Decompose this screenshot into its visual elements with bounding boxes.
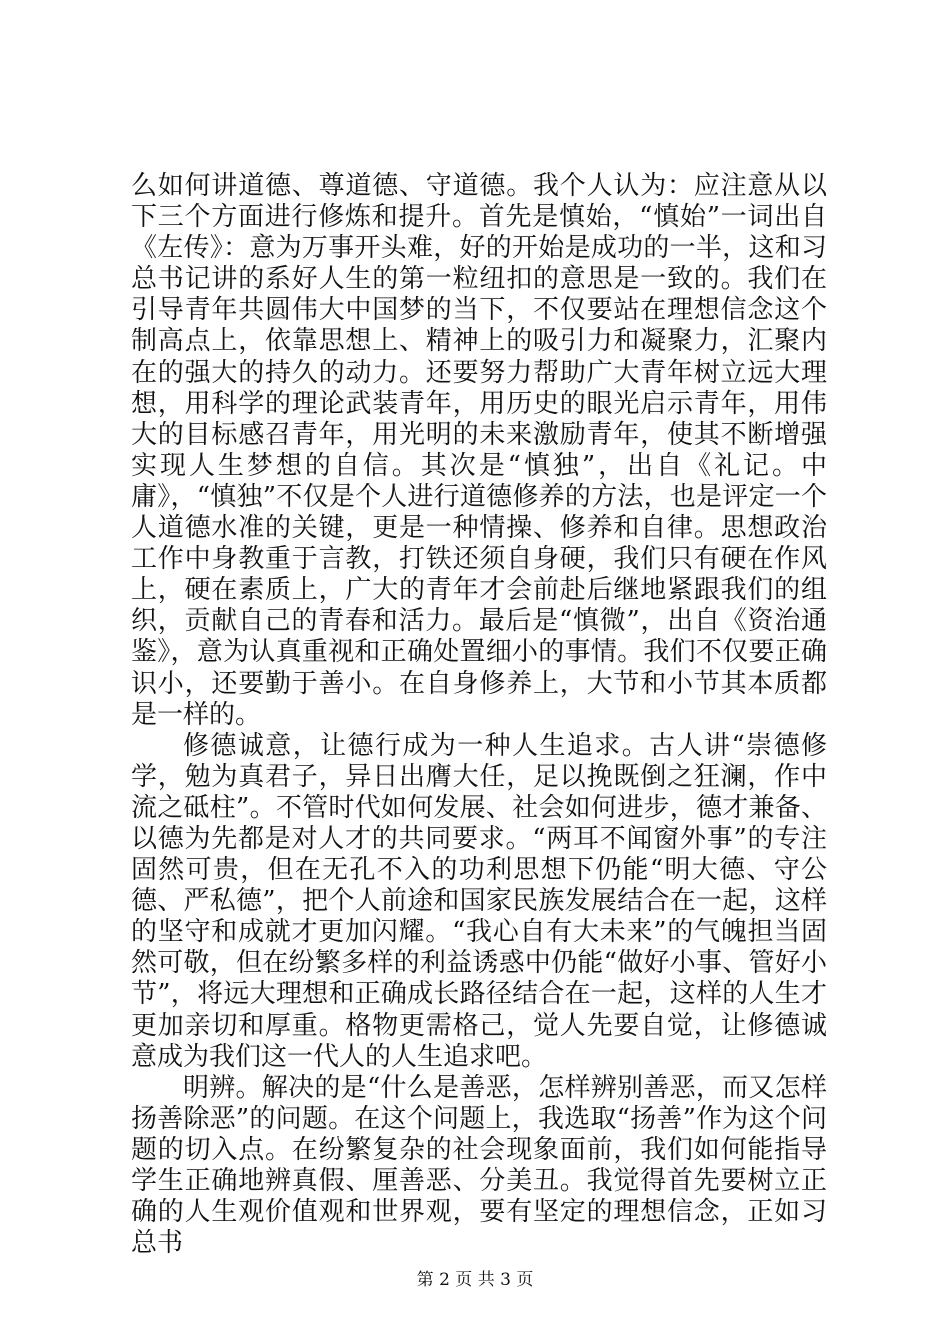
- paragraph-2: 修德诚意，让德行成为一种人生追求。古人讲“崇德修学，勉为真君子，异日出膺大任，足以挽既倒之狂澜，作中流之砥柱”。不管时代如何发展、社会如何进步，德才兼备、以德为先都是对人才的共同要求。“两耳不闻窗外事”的专注固然可贵，但在无孔不入的功利思想下仍能“明大德、守公德、严私德”，把个人前途和国家民族发展结合在一起，这样的坚守和成就才更加闪耀。“我心自有大未来”的气魄担当固然可敬，但在纷繁多样的利益诱惑中仍能“做好小事、管好小节”，将远大理想和正确成长路径结合在一起，这样的人生才更加亲切和厚重。格物更需格己，觉人先要自觉，让修德诚意成为我们这一代人的人生追求吧。: [131, 730, 827, 1072]
- paragraph-3: 明辨。解决的是“什么是善恶，怎样辨别善恶，而又怎样扬善除恶”的问题。在这个问题上，我选取“扬善”作为这个问题的切入点。在纷繁复杂的社会现象面前，我们如何能指导学生正确地辨真假、厘善恶、分美丑。我觉得首先要树立正确的人生观价值观和世界观，要有坚定的理想信念，正如习总书: [131, 1072, 827, 1259]
- body-text: [131, 171, 827, 1259]
- page-footer: 第 2 页 共 3 页: [416, 1270, 534, 1290]
- paragraph-1: 么如何讲道德、尊道德、守道德。我个人认为：应注意从以下三个方面进行修炼和提升。首先是慎始，“慎始”一词出自《左传》：意为万事开头难，好的开始是成功的一半，这和习总书记讲的系好人生的第一粒纽扣的意思是一致的。我们在引导青年共圆伟大中国梦的当下，不仅要站在理想信念这个制高点上，依靠思想上、精神上的吸引力和凝聚力，汇聚内在的强大的持久的动力。还要努力帮助广大青年树立远大理想，用科学的理论武装青年，用历史的眼光启示青年，用伟大的目标感召青年，用光明的未来激励青年，使其不断增强实现人生梦想的自信。其次是“慎独”，出自《礼记。中庸》，“慎独”不仅是个人进行道德修养的方法，也是评定一个人道德水准的关键，更是一种情操、修养和自律。思想政治工作中身教重于言教，打铁还须自身硬，我们只有硬在作风上，硬在素质上，广大的青年才会前赴后继地紧跟我们的组织，贡献自己的青春和活力。最后是“慎微”，出自《资治通鉴》，意为认真重视和正确处置细小的事情。我们不仅要正确识小，还要勤于善小。在自身修养上，大节和小节其本质都是一样的。: [131, 171, 827, 730]
